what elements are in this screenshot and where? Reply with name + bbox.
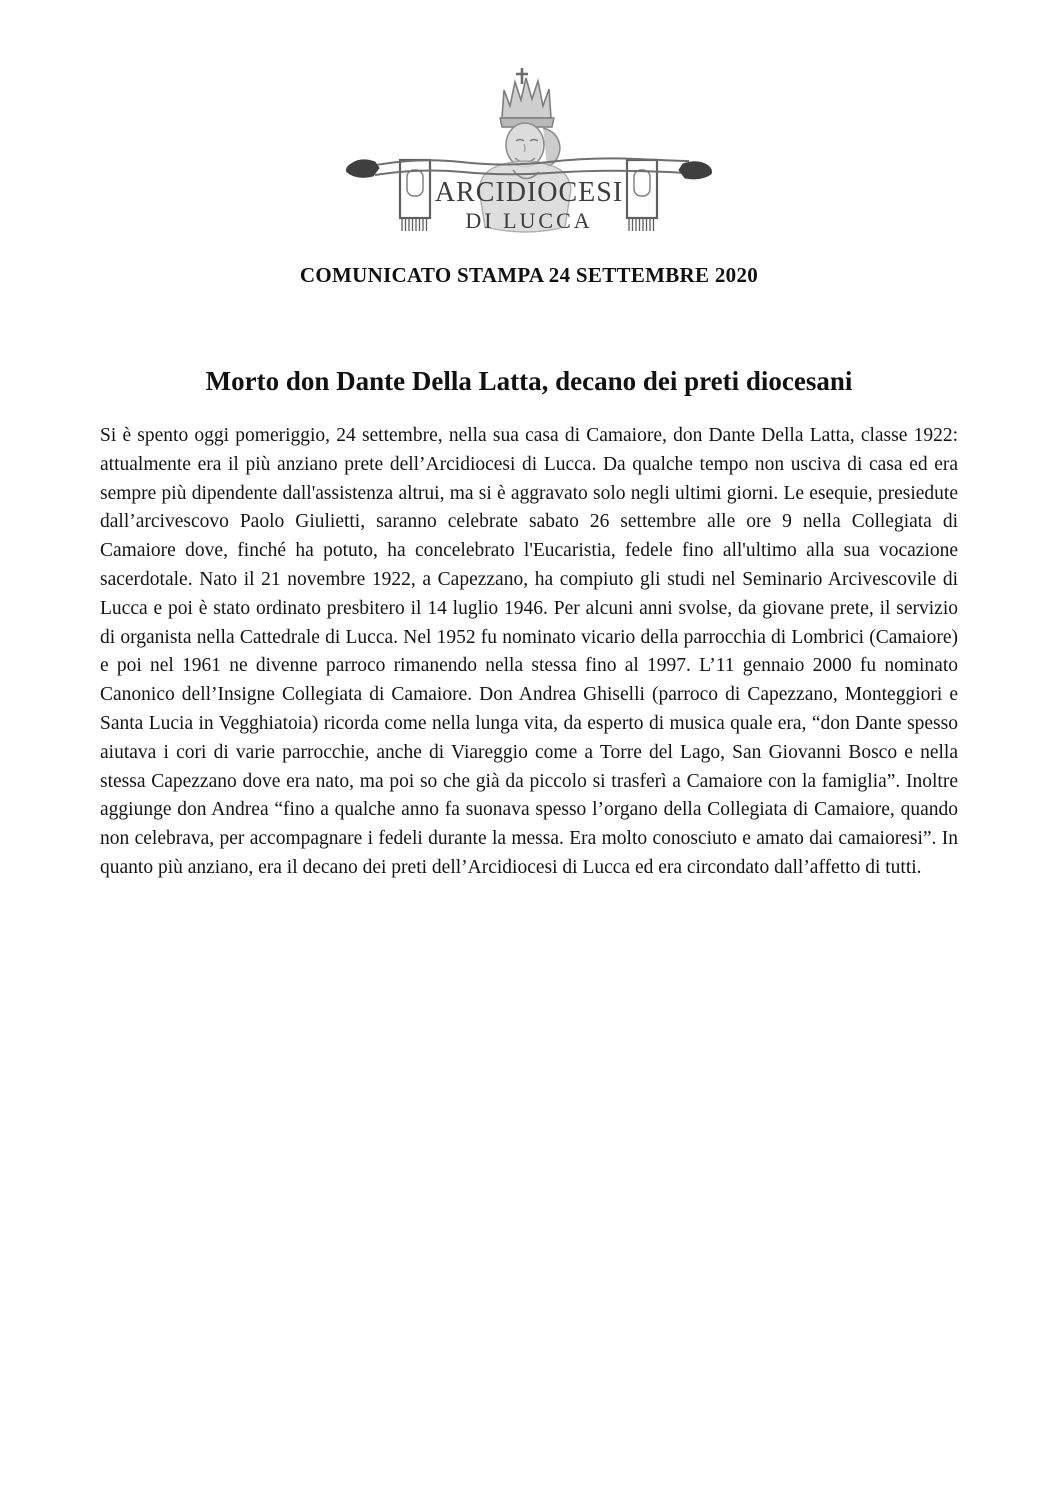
logo-subname: DI LUCCA: [465, 208, 593, 233]
press-release-heading: COMUNICATO STAMPA 24 SETTEMBRE 2020: [299, 263, 759, 287]
logo-name: ARCIDIOCESI: [434, 177, 624, 208]
article-title: Morto don Dante Della Latta, decano dei preti diocesani: [205, 366, 853, 396]
diocese-logo: [345, 66, 713, 252]
article-body: Si è spento oggi pomeriggio, 24 settembre, nella sua casa di Camaiore, don Dante Della Latta, classe 1922: attualmente era il più anziano prete dell’Arcidiocesi di Lucca. Da qualche tempo non usciva di casa ed era sempre più dipendente dall'assistenza altrui, ma si è aggravato solo negli ultimi giorni. Le esequie, presiedute dall’arcivescovo Paolo Giulietti, saranno celebrate sabato 26 settembre alle ore 9 nella Collegiata di Camaiore dove, finché ha potuto, ha concelebrato l'Eucaristia, fedele fino all'ultimo alla sua vocazione sacerdotale. Nato il 21 novembre 1922, a Capezzano, ha compiuto gli studi nel Seminario Arcivescovile di Lucca e poi è stato ordinato presbitero il 14 luglio 1946. Per alcuni anni svolse, da giovane prete, il servizio di organista nella Cattedrale di Lucca. Nel 1952 fu nominato vicario della parrocchia di Lombrici (Camaiore) e poi nel 1961 ne divenne parroco rimanendo nella stessa fino al 1997. L’11 gennaio 2000 fu nominato Canonico dell’Insigne Collegiata di Camaiore. Don Andrea Ghiselli (parroco di Capezzano, Monteggiori e Santa Lucia in Vegghiatoia) ricorda come nella lunga vita, da esperto di musica quale era, “don Dante spesso aiutava i cori di varie parrocchie, anche di Viareggio come a Torre del Lago, San Giovanni Bosco e nella stessa Capezzano dove era nato, ma poi so che già da piccolo si trasferì a Camaiore con la famiglia”. Inoltre aggiunge don Andrea “fino a qualche anno fa suonava spesso l’organo della Collegiata di Camaiore, quando non celebrava, per accompagnare i fedeli durante la messa. Era molto conosciuto e amato dai camaioresi”. In quanto più anziano, era il decano dei preti dell’Arcidiocesi di Lucca ed era circondato dall’affetto di tutti.: [100, 425, 958, 878]
